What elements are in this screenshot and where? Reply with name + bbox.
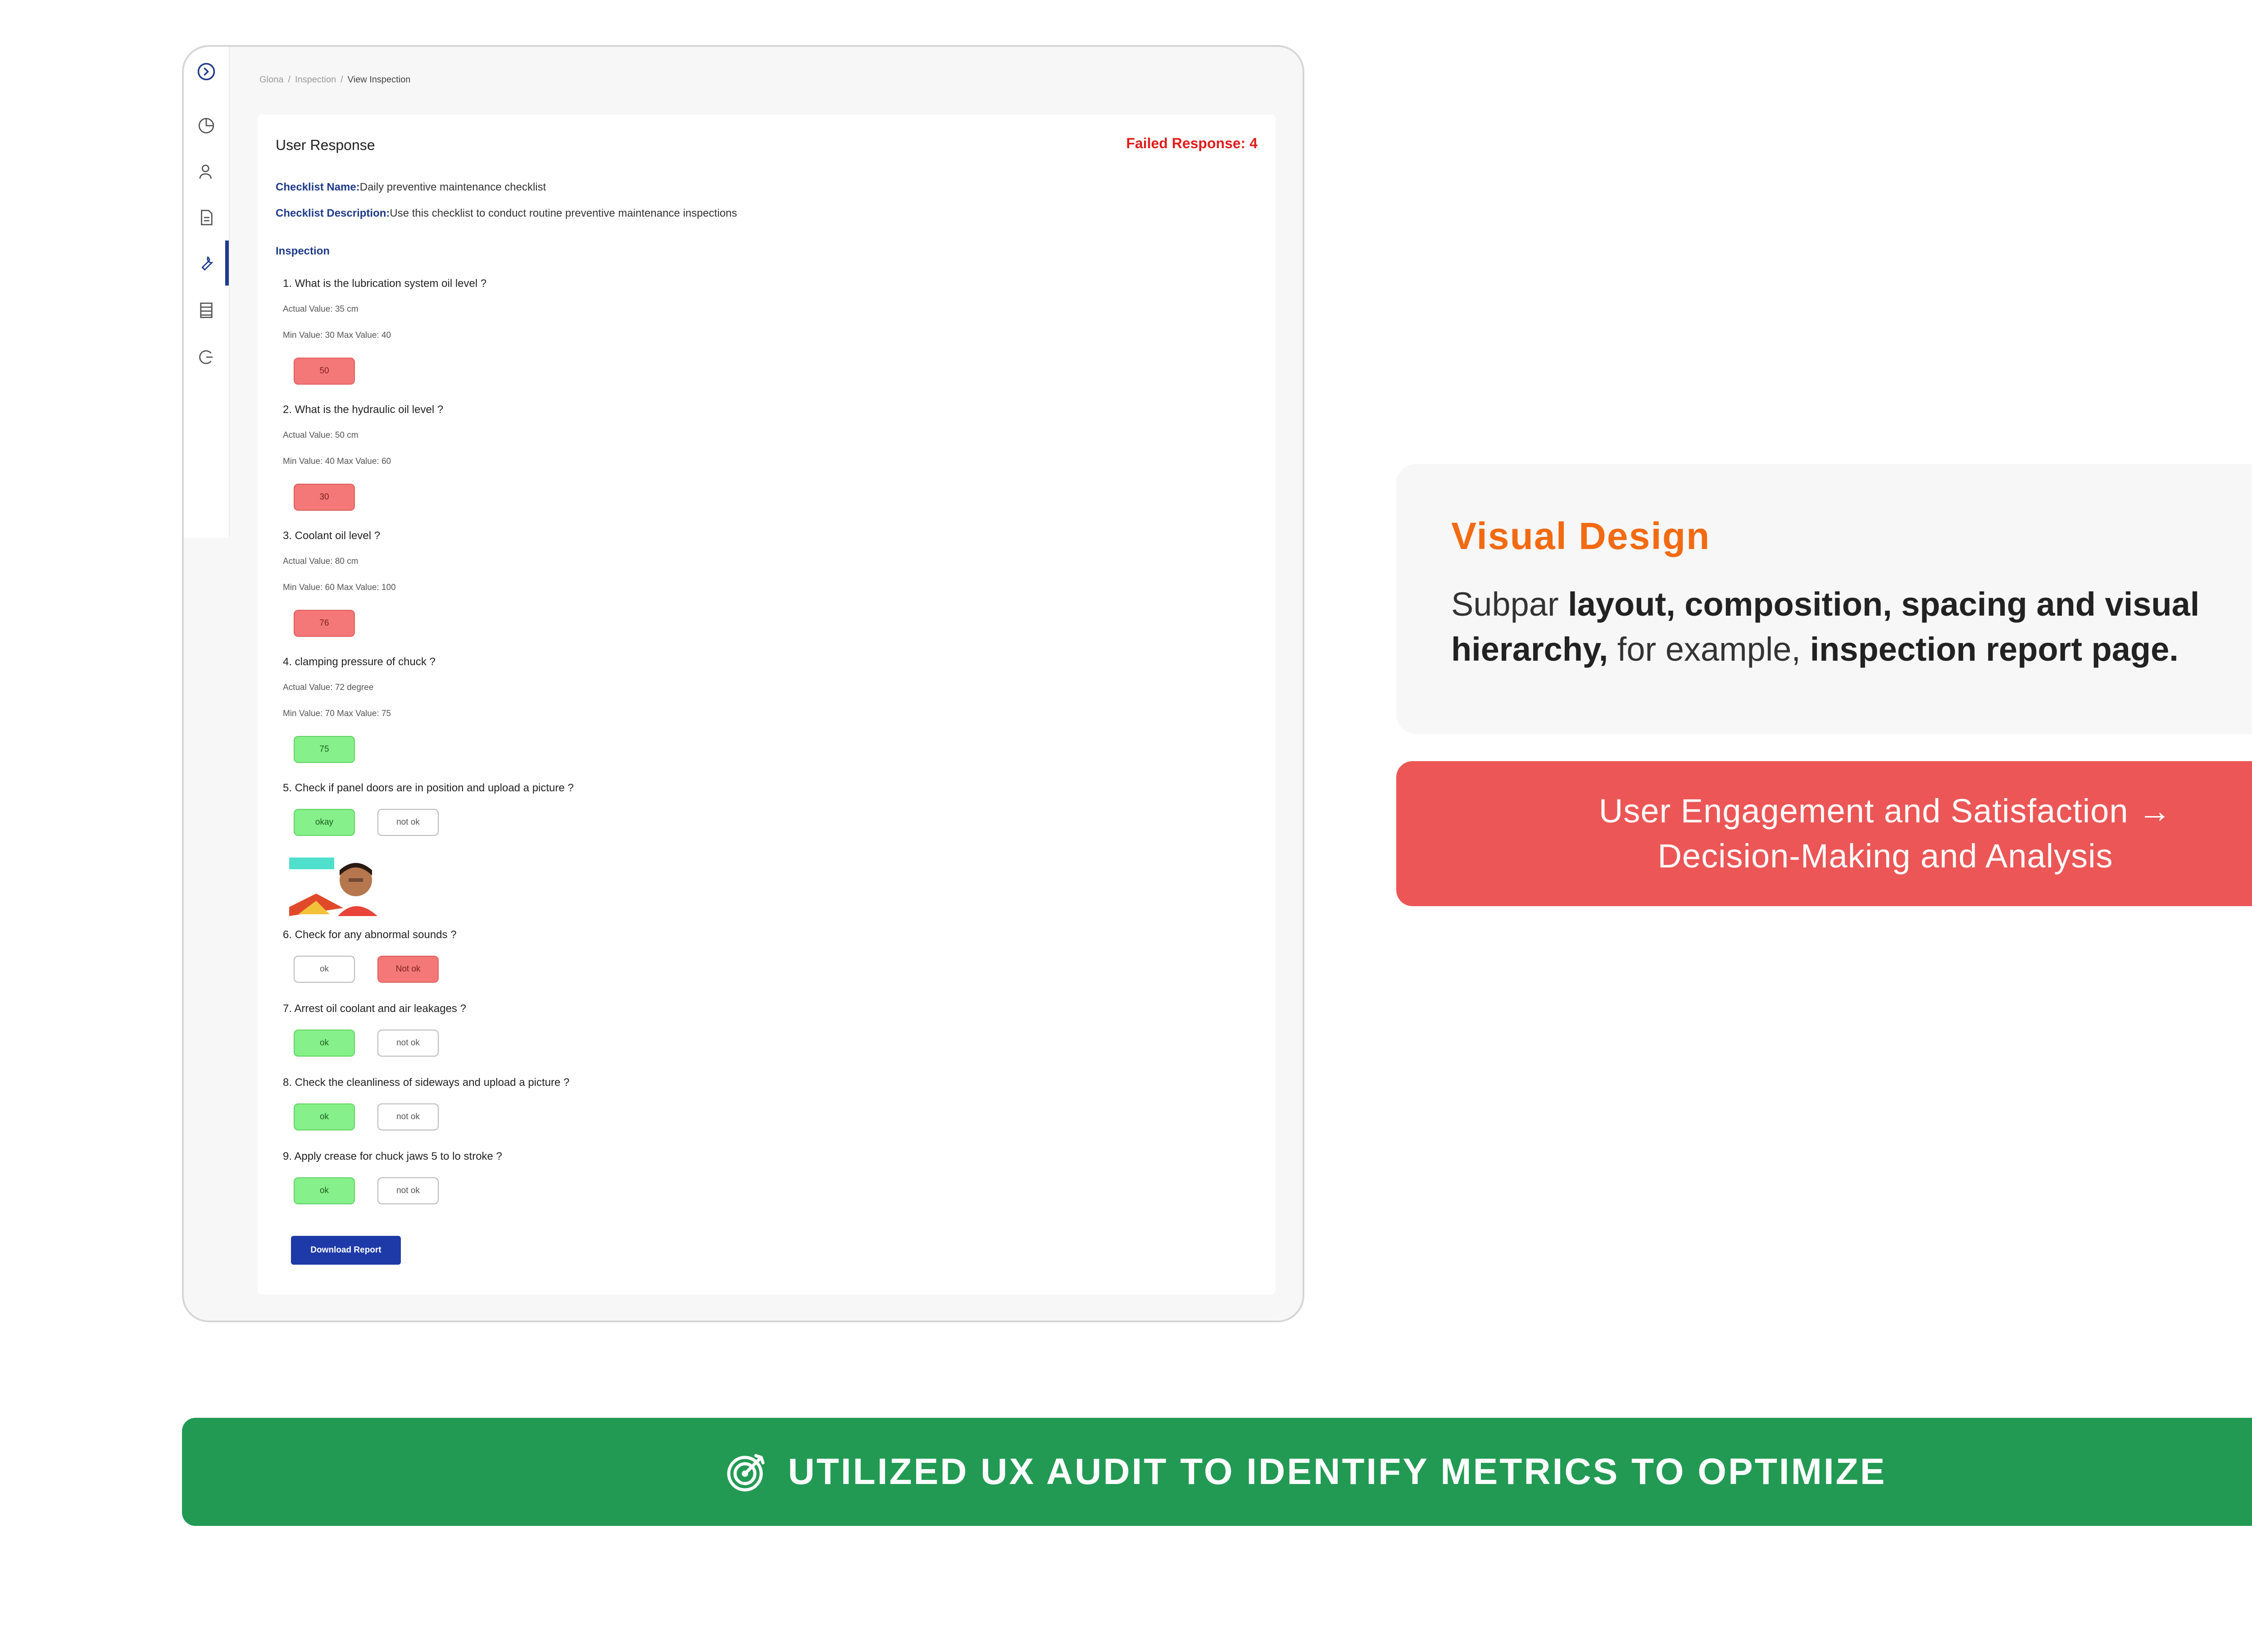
- user-icon[interactable]: [195, 160, 218, 183]
- desc-strong-3: inspection report page.: [1810, 631, 2179, 668]
- visual-design-card: [1396, 464, 2252, 734]
- question-4-value-badge: 75: [294, 736, 355, 763]
- question-5-option-ok[interactable]: okay: [294, 809, 355, 836]
- question-1: 1. What is the lubrication system oil level ?: [283, 277, 487, 290]
- desc-mid: for example,: [1608, 631, 1810, 668]
- app-sidebar: [184, 47, 230, 538]
- desc-strong-2: hierarchy,: [1451, 631, 1608, 668]
- breadcrumb-current: View Inspection: [347, 75, 411, 85]
- inspection-section-title: Inspection: [276, 245, 330, 257]
- question-4-range: Min Value: 70 Max Value: 75: [283, 709, 391, 718]
- list-icon[interactable]: [195, 299, 218, 322]
- question-4-actual: Actual Value: 72 degree: [283, 683, 374, 692]
- question-2-range: Min Value: 40 Max Value: 60: [283, 457, 391, 466]
- checklist-name-label: Checklist Name:: [276, 181, 360, 193]
- card-title: User Response: [276, 137, 375, 153]
- question-6: 6. Check for any abnormal sounds ?: [283, 929, 457, 941]
- question-3: 3. Coolant oil level ?: [283, 530, 381, 542]
- question-2-value-badge: 30: [294, 484, 355, 511]
- breadcrumb-item-inspection[interactable]: Inspection: [295, 75, 336, 85]
- visual-design-description: [1451, 582, 2252, 672]
- banner-text: UTILIZED UX AUDIT TO IDENTIFY METRICS TO OPTIMIZE: [788, 1451, 1887, 1492]
- target-icon: [725, 1450, 768, 1493]
- question-9: 9. Apply crease for chuck jaws 5 to lo stroke ?: [283, 1150, 502, 1162]
- download-report-button[interactable]: Download Report: [291, 1236, 401, 1265]
- question-2: 2. What is the hydraulic oil level ?: [283, 404, 444, 416]
- question-1-range: Min Value: 30 Max Value: 40: [283, 331, 391, 340]
- checklist-desc-label: Checklist Description:: [276, 207, 390, 219]
- question-7: 7. Arrest oil coolant and air leakages ?: [283, 1003, 466, 1015]
- wrench-icon[interactable]: [195, 252, 218, 275]
- question-9-option-ok[interactable]: ok: [294, 1177, 355, 1204]
- active-nav-indicator: [225, 241, 229, 286]
- breadcrumb-item-glona[interactable]: Glona: [259, 75, 284, 85]
- app-screenshot-frame: [182, 45, 1304, 1322]
- question-8: 8. Check the cleanliness of sideways and upload a picture ?: [283, 1076, 570, 1089]
- question-3-range: Min Value: 60 Max Value: 100: [283, 583, 396, 592]
- question-5: 5. Check if panel doors are in position and upload a picture ?: [283, 782, 574, 794]
- desc-prefix: Subpar: [1451, 585, 1568, 623]
- engagement-line-1: User Engagement and Satisfaction →: [1598, 792, 2172, 830]
- document-icon[interactable]: [195, 206, 218, 229]
- question-1-actual: Actual Value: 35 cm: [283, 304, 359, 314]
- ux-audit-banner: [182, 1418, 2252, 1526]
- question-3-value-badge: 76: [294, 610, 355, 637]
- checklist-name: [276, 181, 546, 194]
- breadcrumb-separator: /: [288, 75, 291, 85]
- failed-response-count: Failed Response: 4: [1126, 135, 1258, 151]
- user-response-card: [258, 114, 1276, 1294]
- question-8-option-ok[interactable]: ok: [294, 1103, 355, 1130]
- visual-design-title: Visual Design: [1451, 515, 1711, 557]
- question-5-option-not-ok[interactable]: not ok: [377, 809, 439, 836]
- logo-arrow-icon[interactable]: [195, 60, 218, 83]
- question-8-option-not-ok[interactable]: not ok: [377, 1103, 439, 1130]
- dashboard-icon[interactable]: [195, 114, 218, 137]
- engagement-card: [1396, 761, 2252, 906]
- question-2-actual: Actual Value: 50 cm: [283, 431, 359, 440]
- checklist-description: [276, 207, 737, 220]
- question-7-option-not-ok[interactable]: not ok: [377, 1030, 439, 1057]
- desc-strong-1: layout, composition, spacing and visual: [1568, 585, 2200, 623]
- breadcrumb-separator: /: [341, 75, 343, 85]
- question-6-option-ok[interactable]: ok: [294, 956, 355, 983]
- uploaded-photo-thumbnail[interactable]: [289, 858, 384, 916]
- checklist-desc-value: Use this checklist to conduct routine preventive maintenance inspections: [390, 207, 737, 219]
- checklist-name-value: Daily preventive maintenance checklist: [359, 181, 546, 193]
- question-9-option-not-ok[interactable]: not ok: [377, 1177, 439, 1204]
- logout-icon[interactable]: [195, 346, 218, 368]
- engagement-line-2: Decision-Making and Analysis: [1657, 837, 2113, 875]
- breadcrumb: [259, 75, 410, 85]
- question-4: 4. clamping pressure of chuck ?: [283, 656, 436, 668]
- question-1-value-badge: 50: [294, 358, 355, 385]
- question-6-option-not-ok[interactable]: Not ok: [377, 956, 439, 983]
- question-3-actual: Actual Value: 80 cm: [283, 557, 359, 566]
- question-7-option-ok[interactable]: ok: [294, 1030, 355, 1057]
